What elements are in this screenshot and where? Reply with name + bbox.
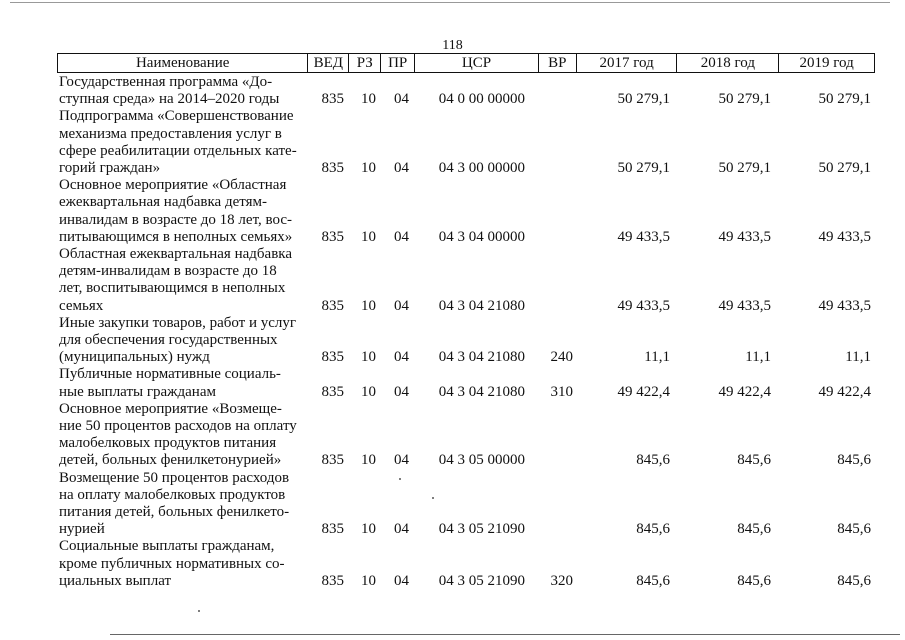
row-csr: 04 3 00 00000 <box>438 160 525 177</box>
row-name: Подпрограмма «Совершенствование механизма предоставления услуг в сфере реабилитации отдельных кате- горий граждан» <box>59 108 297 177</box>
table-row <box>57 74 875 108</box>
row-rz: 10 <box>361 383 376 400</box>
row-rz: 10 <box>361 228 376 245</box>
table-row <box>57 246 875 315</box>
row-2017: 845,6 <box>636 452 670 469</box>
row-2018: 50 279,1 <box>718 91 771 108</box>
row-ved: 835 <box>321 572 344 589</box>
row-rz: 10 <box>361 91 376 108</box>
row-2017: 845,6 <box>636 521 670 538</box>
row-ved: 835 <box>321 160 344 177</box>
row-csr: 04 3 04 21080 <box>438 297 525 314</box>
table-row <box>57 366 875 400</box>
row-2019: 49 433,5 <box>818 228 871 245</box>
row-2017: 49 433,5 <box>617 228 670 245</box>
row-2019: 49 422,4 <box>818 383 871 400</box>
row-name: Государственная программа «До- ступная среда» на 2014–2020 годы <box>59 74 280 108</box>
row-rz: 10 <box>361 572 376 589</box>
row-name: Областная ежеквартальная надбавка детям-инвалидам в возрасте до 18 лет, воспитывающимся в неполных семьях <box>59 246 292 314</box>
table-row <box>57 315 875 367</box>
row-name: Иные закупки товаров, работ и услуг для обеспечения государственных (муниципальных) нужд <box>59 314 297 366</box>
row-name: Основное мероприятие «Возмеще- ние 50 процентов расходов на оплату малобелковых продуктов питания детей, больных фенилкетонурией» <box>59 400 297 469</box>
row-csr: 04 0 00 00000 <box>438 91 525 108</box>
header-rz: РЗ <box>349 54 381 72</box>
table-row <box>57 108 875 177</box>
row-2019: 50 279,1 <box>818 160 871 177</box>
row-ved: 835 <box>321 383 344 400</box>
row-name: Социальные выплаты гражданам, кроме публичных нормативных со- циальных выплат <box>59 538 285 589</box>
row-2017: 49 433,5 <box>617 297 670 314</box>
table-row <box>57 470 875 539</box>
scan-artifact-bottom-line <box>110 634 900 635</box>
row-pr: 04 <box>394 91 409 108</box>
page-number: 118 <box>442 38 463 53</box>
header-ved: ВЕД <box>308 54 349 72</box>
row-pr: 04 <box>394 297 409 314</box>
header-2017: 2017 год <box>577 54 678 72</box>
row-2017: 845,6 <box>636 572 670 589</box>
row-pr: 04 <box>394 349 409 366</box>
row-2018: 50 279,1 <box>718 160 771 177</box>
row-name: Возмещение 50 процентов расходов на оплату малобелковых продуктов питания детей, больных фенилкето- нурией <box>59 469 290 538</box>
table-header <box>57 53 875 73</box>
row-pr: 04 <box>394 160 409 177</box>
table-row <box>57 401 875 470</box>
row-2018: 49 422,4 <box>718 383 771 400</box>
row-ved: 835 <box>321 521 344 538</box>
table-row <box>57 538 875 590</box>
row-2017: 50 279,1 <box>617 160 670 177</box>
table-body <box>57 74 875 590</box>
row-ved: 835 <box>321 297 344 314</box>
row-pr: 04 <box>394 383 409 400</box>
row-2018: 845,6 <box>737 452 771 469</box>
header-csr: ЦСР <box>415 54 539 72</box>
row-2018: 49 433,5 <box>718 297 771 314</box>
row-2017: 11,1 <box>644 349 670 366</box>
row-2019: 845,6 <box>837 572 871 589</box>
row-csr: 04 3 05 21090 <box>438 521 525 538</box>
row-rz: 10 <box>361 452 376 469</box>
row-2017: 50 279,1 <box>617 91 670 108</box>
row-2019: 49 433,5 <box>818 297 871 314</box>
row-vr: 240 <box>550 349 573 366</box>
row-rz: 10 <box>361 160 376 177</box>
scan-artifact-dot <box>198 610 200 612</box>
row-ved: 835 <box>321 452 344 469</box>
row-2018: 49 433,5 <box>718 228 771 245</box>
row-name: Публичные нормативные социаль- ные выплаты гражданам <box>59 366 281 400</box>
row-2018: 845,6 <box>737 572 771 589</box>
row-ved: 835 <box>321 349 344 366</box>
header-2019: 2019 год <box>799 55 854 71</box>
row-name: Основное мероприятие «Областная ежеквартальная надбавка детям- инвалидам в возрасте до 18 лет, вос- питывающимся в неполных семьях» <box>59 177 293 245</box>
row-pr: 04 <box>394 452 409 469</box>
row-2018: 11,1 <box>745 349 771 366</box>
row-vr: 310 <box>550 383 573 400</box>
table-row <box>57 177 875 246</box>
row-csr: 04 3 04 21080 <box>438 383 525 400</box>
row-ved: 835 <box>321 91 344 108</box>
row-2019: 11,1 <box>845 349 871 366</box>
row-ved: 835 <box>321 228 344 245</box>
row-csr: 04 3 04 21080 <box>438 349 525 366</box>
row-vr: 320 <box>550 572 573 589</box>
row-pr: 04 <box>394 228 409 245</box>
row-pr: 04 <box>394 521 409 538</box>
header-name: Наименование <box>58 54 308 72</box>
row-2019: 845,6 <box>837 521 871 538</box>
row-2019: 845,6 <box>837 452 871 469</box>
row-csr: 04 3 04 00000 <box>438 228 525 245</box>
row-rz: 10 <box>361 297 376 314</box>
header-vr: ВР <box>539 54 577 72</box>
row-rz: 10 <box>361 521 376 538</box>
row-pr: 04 <box>394 572 409 589</box>
scan-artifact-dot <box>432 497 434 499</box>
row-2019: 50 279,1 <box>818 91 871 108</box>
header-2018: 2018 год <box>677 54 779 72</box>
row-2018: 845,6 <box>737 521 771 538</box>
scan-artifact-dot <box>399 478 401 480</box>
row-2017: 49 422,4 <box>617 383 670 400</box>
row-csr: 04 3 05 00000 <box>438 452 525 469</box>
row-rz: 10 <box>361 349 376 366</box>
row-csr: 04 3 05 21090 <box>438 572 525 589</box>
scan-artifact-top-line <box>10 2 890 3</box>
header-pr: ПР <box>381 54 415 72</box>
